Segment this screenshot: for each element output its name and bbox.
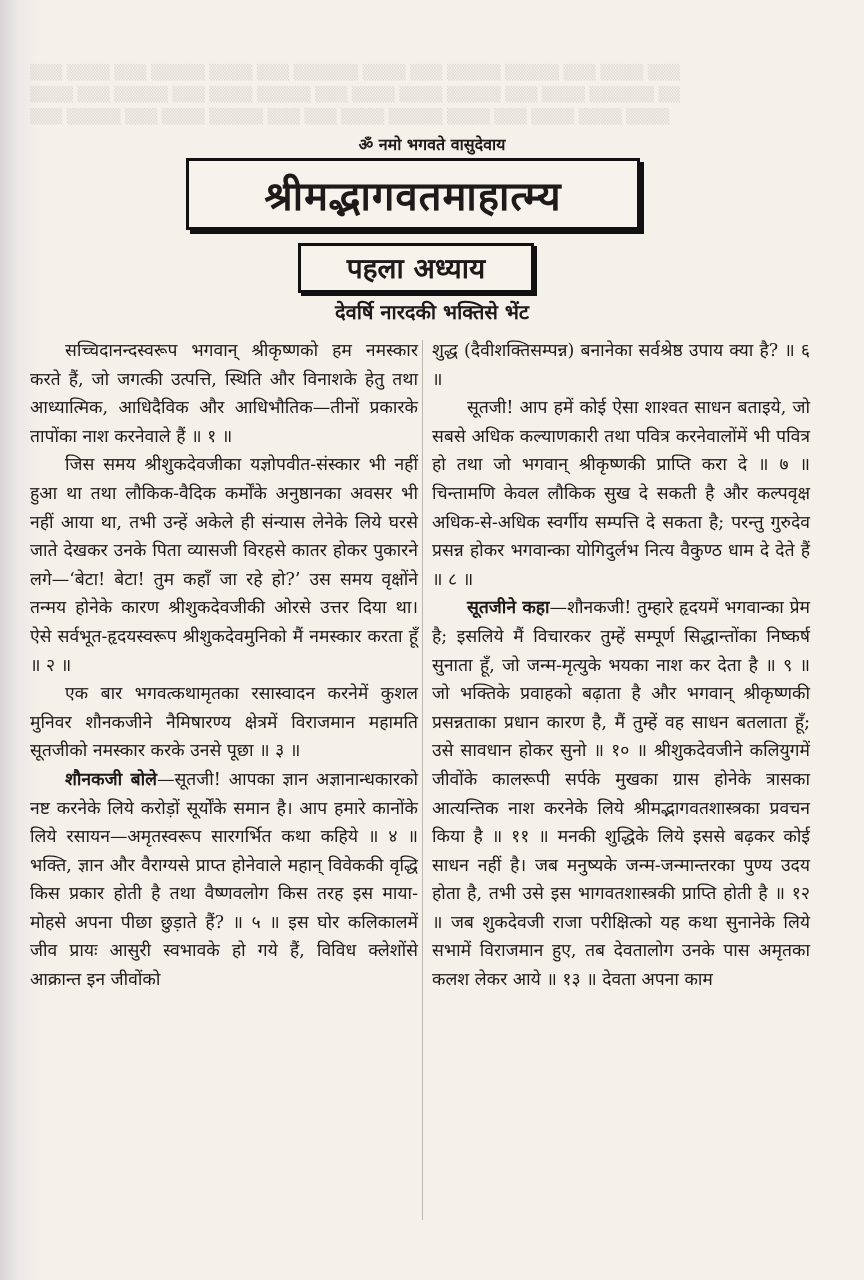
column-divider (422, 340, 423, 1220)
paragraph: सूतजी! आप हमें कोई ऐसा शाश्वत साधन बताइये, जो सबसे अधिक कल्याणकारी तथा पवित्र करनेवालोंमें भी पवित्र हो तथा जो भगवान् श्रीकृष्णकी प्राप्ति करा दे ॥ ७ ॥ चिन्तामणि केवल लौकिक सुख दे सकती है और कल्पवृक्ष अधिक-से-अधिक स्वर्गीय सम्पत्ति दे सकता है; परन्तु गुरुदेव प्रसन्न होकर भगवान्का योगिदुर्लभ नित्य वैकुण्ठ धाम दे देते हैं ॥ ८ ॥ (432, 398, 810, 590)
chapter-heading: पहला अध्याय (346, 252, 486, 285)
invocation: ॐ नमो भगवते वासुदेवाय (358, 135, 506, 154)
bleed-through-text: ▒▒▒ ▒▒▒▒ ▒▒▒ ▒▒▒▒▒ ▒▒▒▒ ▒▒▒ ▒▒▒▒▒▒ ▒▒▒▒ ▒▒▒ ▒▒▒▒▒ ▒▒▒▒▒ ▒▒▒ ▒▒▒▒ ▒▒▒ ▒▒▒▒ ▒▒▒ ▒▒▒▒▒ ▒▒▒ ▒▒▒▒ ▒▒▒▒▒ ▒▒▒ ▒▒▒▒ ▒▒▒▒ ▒▒▒▒▒ ▒▒▒ ▒▒▒▒ ▒▒▒▒▒▒ ▒▒ ▒▒▒ ▒▒▒▒▒ ▒▒▒ ▒▒▒▒ ▒▒▒▒▒ ▒▒▒ ▒▒▒ ▒▒▒▒ ▒▒▒▒▒ ▒▒▒▒ ▒▒▒ ▒▒▒▒ ▒▒▒▒ ▒▒▒▒ (30, 65, 681, 125)
section-subtitle: देवर्षि नारदकी भक्तिसे भेंट (334, 300, 529, 324)
paragraph: शुद्ध (दैवीशक्तिसम्पन्न) बनानेका सर्वश्रेष्ठ उपाय क्या है? ॥ ६ ॥ (432, 341, 810, 390)
left-column (30, 337, 418, 995)
paragraph (432, 594, 810, 994)
chapter-box (298, 243, 534, 293)
speaker-label: शौनकजी बोले (65, 769, 157, 790)
page-title: श्रीमद्भागवतमाहात्म्य (264, 172, 562, 220)
paragraph: एक बार भगवत्कथामृतका रसास्वादन करनेमें कुशल मुनिवर शौनकजीने नैमिषारण्य क्षेत्रमें विराजमान महामति सूतजीको नमस्कार करके उनसे पूछा ॥ ३ ॥ (30, 684, 418, 762)
paragraph: जिस समय श्रीशुकदेवजीका यज्ञोपवीत-संस्कार भी नहीं हुआ था तथा लौकिक-वैदिक कर्मोंके अनुष्ठानका अवसर भी नहीं आया था, तभी उन्हें अकेले ही संन्यास लेनेके लिये घरसे जाते देखकर उनके पिता व्यासजी विरहसे कातर होकर पुकारने लगे—‘बेटा! बेटा! तुम कहाँ जा रहे हो?’ उस समय वृक्षोंने तन्मय होनेके कारण श्रीशुकदेवजीकी ओरसे उत्तर दिया था। ऐसे सर्वभूत-हृदयस्वरूप श्रीशुकदेवमुनिको मैं नमस्कार करता हूँ ॥ २ ॥ (30, 455, 418, 676)
paragraph-text: —शौनकजी! तुम्हारे हृदयमें भगवान्का प्रेम है; इसलिये मैं विचारकर तुम्हें सम्पूर्ण सिद्धान्तोंका निष्कर्ष सुनाता हूँ, जो जन्म-मृत्युके भयका नाश कर देता है ॥ ९ ॥ जो भक्तिके प्रवाहको बढ़ाता है और भगवान् श्रीकृष्णकी प्रसन्नताका प्रधान कारण है, मैं तुम्हें वह साधन बतलाता हूँ; उसे सावधान होकर सुनो ॥ १० ॥ श्रीशुकदेवजीने कलियुगमें जीवोंके कालरूपी सर्पके मुखका ग्रास होनेके त्रासका आत्यन्तिक नाश करनेके लिये श्रीमद्भागवतशास्त्रका प्रवचन किया है ॥ ११ ॥ मनकी शुद्धिके लिये इससे बढ़कर कोई साधन नहीं है। जब मनुष्यके जन्म-जन्मान्तरका पुण्य उदय होता है, तभी उसे इस भागवतशास्त्रकी प्राप्ति होती है ॥ १२ ॥ जब शुकदेवजी राजा परीक्षित्को यह कथा सुनानेके लिये सभामें विराजमान हुए, तब देवतालोग उनके पास अमृतका कलश लेकर आये ॥ १३ ॥ देवता अपना काम (432, 598, 810, 991)
paragraph: सच्चिदानन्दस्वरूप भगवान् श्रीकृष्णको हम नमस्कार करते हैं, जो जगत्की उत्पत्ति, स्थिति और विनाशके हेतु तथा आध्यात्मिक, आधिदैविक और आधिभौतिक—तीनों प्रकारके तापोंका नाश करनेवाले हैं ॥ १ ॥ (30, 341, 418, 447)
paragraph-text: —सूतजी! आपका ज्ञान अज्ञानान्धकारको नष्ट करनेके लिये करोड़ों सूर्योंके समान है। आप हमारे कानोंके लिये रसायन—अमृतस्वरूप सारगर्भित कथा कहिये ॥ ४ ॥ भक्ति, ज्ञान और वैराग्यसे प्राप्त होनेवाले महान् विवेककी वृद्धि किस प्रकार होती है तथा वैष्णवलोग किस तरह इस माया-मोहसे अपना पीछा छुड़ाते हैं? ॥ ५ ॥ इस घोर कलिकालमें जीव प्रायः आसुरी स्वभावके हो गये हैं, विविध क्लेशोंसे आक्रान्त इन जीवोंको (30, 769, 418, 991)
paragraph (30, 766, 418, 995)
title-box (186, 158, 640, 230)
right-column (432, 337, 810, 995)
speaker-label: सूतजीने कहा (467, 598, 550, 619)
